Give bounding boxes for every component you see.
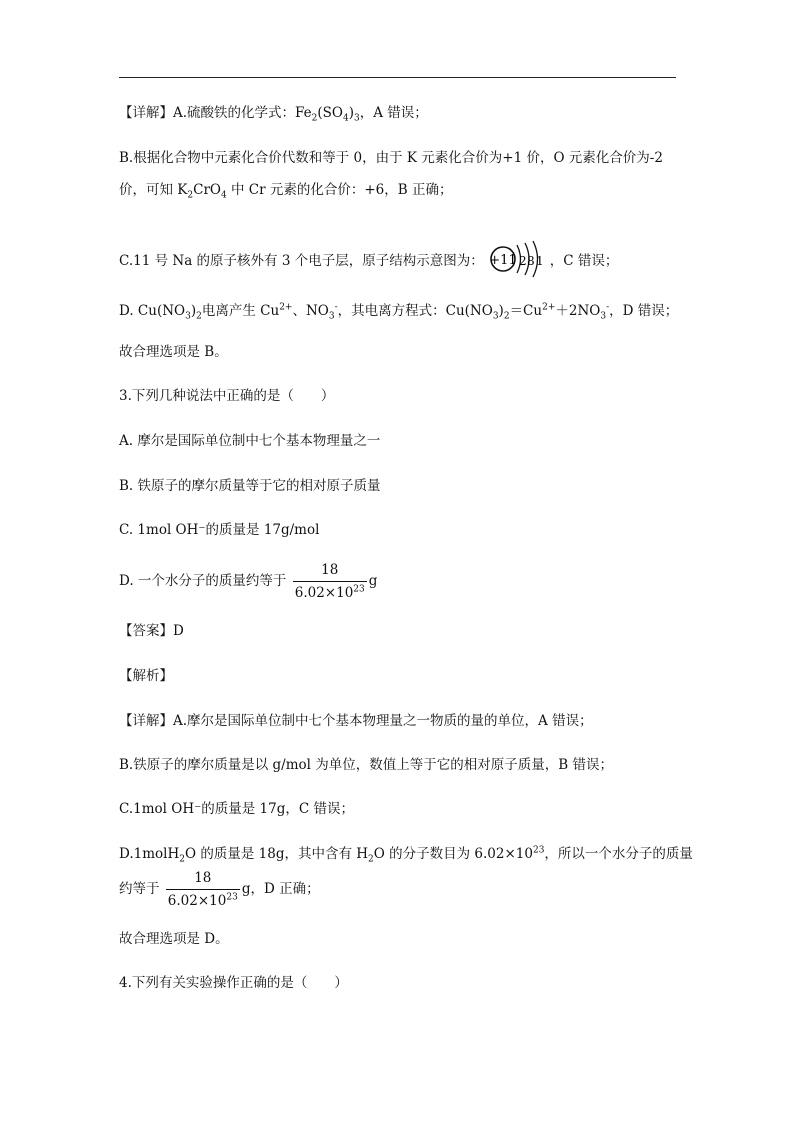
atom-structure-diagram [486, 239, 548, 284]
analysis-label: 【解析】 [119, 668, 173, 684]
atom-shell-3: 1 [535, 254, 544, 268]
detail-3-c: C.1mol OH⁻的质量是 17g，C 错误； [119, 801, 354, 817]
question-3-option-d: D. 一个水分子的质量约等于 $\frac{18}{6.02\times 10^{23}}$ g [119, 562, 378, 601]
atom-shell-1: 2 [518, 254, 527, 268]
detail-d-line: D. $Cu(NO_3)_2$电离产生 $Cu^{2+}$、$NO_3^-$，其电离方程式：$Cu(NO_3)_2=Cu^{2+}+2NO_3^-$，D 错误； [119, 302, 679, 322]
question-4-title: 4.下列有关实验操作正确的是（ ） [119, 975, 348, 991]
question-3-option-b: B. 铁原子的摩尔质量等于它的相对原子质量 [119, 478, 381, 494]
question-3-option-c: C. 1mol OH⁻的质量是 17g/mol [119, 522, 320, 538]
detail-3-d-line1: D.1molH$_2$O 的质量是 18g，其中含有 $H_2O$ 的分子数目为 $6.02\times 10^{23}$，所以一个水分子的质量 [119, 845, 693, 865]
atom-nucleus-label: +11 [489, 253, 517, 268]
header-rule [119, 77, 676, 78]
answer-label: 【答案】D [119, 623, 184, 639]
detail-3-b: B.铁原子的摩尔质量是以 g/mol 为单位，数值上等于它的相对原子质量，B 错误； [119, 757, 613, 773]
detail-b-line2: 价，可知 $K_2CrO_4$ 中 Cr 元素的化合价：+6，B 正确； [119, 182, 453, 201]
fraction-molar-mass-2: $\frac{18}{6.02\times 10^{23}}$ [167, 870, 238, 909]
detail-3-d-line2: 约等于 $\frac{18}{6.02\times 10^{23}}$ g，D 正确； [119, 870, 320, 909]
question-3-option-a: A. 摩尔是国际单位制中七个基本物理量之一 [119, 433, 381, 449]
detail-a-line: 【详解】A.硫酸铁的化学式：$Fe_2(SO_4)_3$，A 错误； [119, 105, 428, 124]
conclusion-d: 故合理选项是 D。 [119, 931, 229, 947]
detail-b-line1: B.根据化合物中元素化合价代数和等于 0，由于 K 元素化合价为+1 价，O 元素化合价为-2 [119, 150, 663, 166]
conclusion-b: 故合理选项是 B。 [119, 344, 228, 360]
detail-3-a: 【详解】A.摩尔是国际单位制中七个基本物理量之一物质的量的单位，A 错误； [119, 713, 593, 729]
question-3-title: 3.下列几种说法中正确的是（ ） [119, 388, 335, 404]
fraction-molar-mass: $\frac{18}{6.02\times 10^{23}}$ [294, 562, 365, 601]
atom-shell-2: 8 [526, 254, 535, 268]
detail-c-line: C.11 号 Na 的原子核外有 3 个电子层，原子结构示意图为： +11 2 8 1 ，C 错误； [119, 239, 618, 284]
